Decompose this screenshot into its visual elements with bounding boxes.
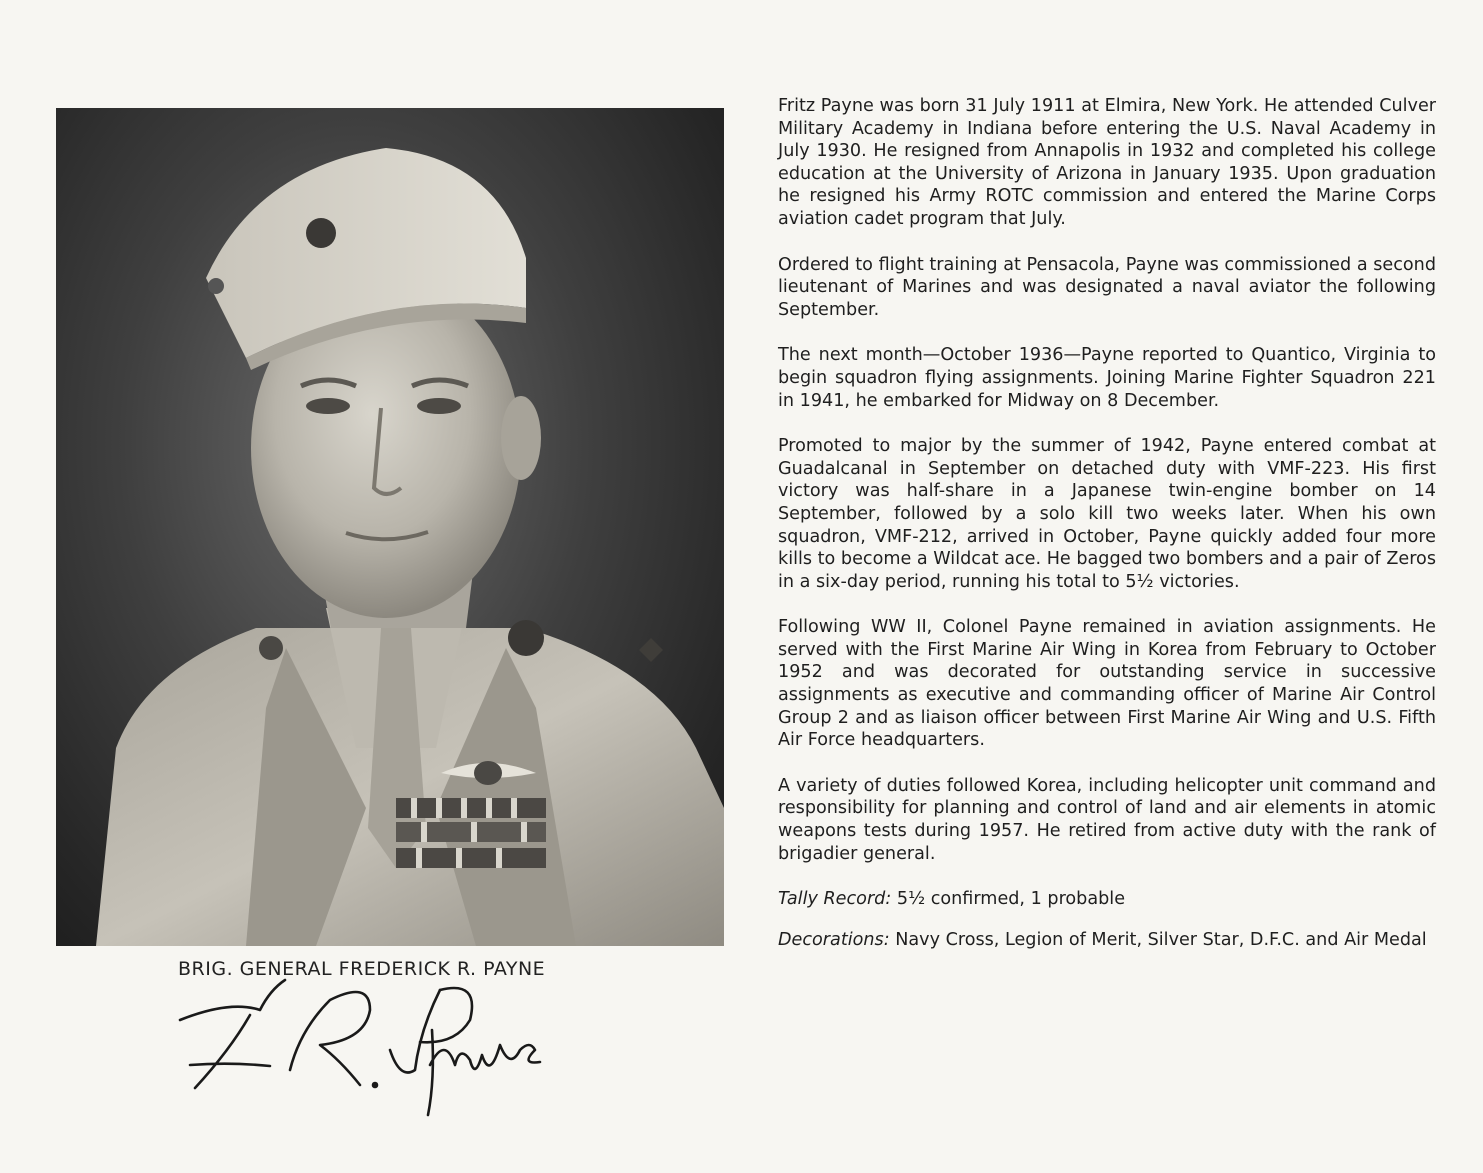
biography-text: [778, 95, 1436, 969]
decorations-value: Navy Cross, Legion of Merit, Silver Star, D.F.C. and Air Medal: [889, 929, 1427, 950]
decorations: [778, 929, 1436, 952]
ribbon-bars: [396, 798, 546, 868]
bio-paragraph-post-war: Following WW II, Colonel Payne remained in aviation assignments. He served with the First Marine Air Wing in Korea from February to October 1952 and was decorated for outstanding service in successive assignments as executive and commanding officer of Marine Air Control Group 2 and as liaison officer between First Marine Air Wing and U.S. Fifth Air Force headquarters.: [778, 617, 1436, 751]
decorations-label: Decorations:: [778, 929, 890, 950]
bio-paragraph-guadalcanal: Promoted to major by the summer of 1942, Payne entered combat at Guadalcanal in September on detached duty with VMF-223. His first victory was half-share in a Japanese twin-engine bomber on 14 September, followed by a solo kill two weeks later. When his own squadron, VMF-212, arrived in October, Payne quickly added four more kills to become a Wildcat ace. He bagged two bombers and a pair of Zeros in a six-day period, running his total to 5½ victories.: [778, 436, 1436, 592]
tally-record-value: 5½ confirmed, 1 probable: [891, 889, 1126, 910]
tally-record-label: Tally Record:: [778, 889, 892, 910]
signature: [170, 970, 550, 1120]
tally-record: [778, 888, 1436, 911]
bio-paragraph-later-career: A variety of duties followed Korea, including helicopter unit command and responsibility for planning and control of land and air elements in atomic weapons tests during 1957. He retired from active duty with the rank of brigadier general.: [778, 775, 1436, 864]
bio-paragraph-early-life: Fritz Payne was born 31 July 1911 at Elmira, New York. He attended Culver Military Academy in Indiana before entering the U.S. Naval Academy in July 1930. He resigned from Annapolis in 1932 and completed his college education at the University of Arizona in January 1935. Upon graduation he resigned his Army ROTC commission and entered the Marine Corps aviation cadet program that July.: [778, 96, 1436, 229]
portrait-photo: [56, 108, 724, 946]
bio-paragraph-quantico: The next month—October 1936—Payne reported to Quantico, Virginia to begin squadron flying assignments. Joining Marine Fighter Squadron 221 in 1941, he embarked for Midway on 8 December.: [778, 345, 1436, 411]
bio-paragraph-flight-training: Ordered to flight training at Pensacola, Payne was commissioned a second lieutenant of Marines and was designated a naval aviator the following September.: [778, 254, 1436, 320]
portrait-illustration: [56, 108, 724, 946]
photo-caption: BRIG. GENERAL FREDERICK R. PAYNE: [178, 958, 546, 980]
